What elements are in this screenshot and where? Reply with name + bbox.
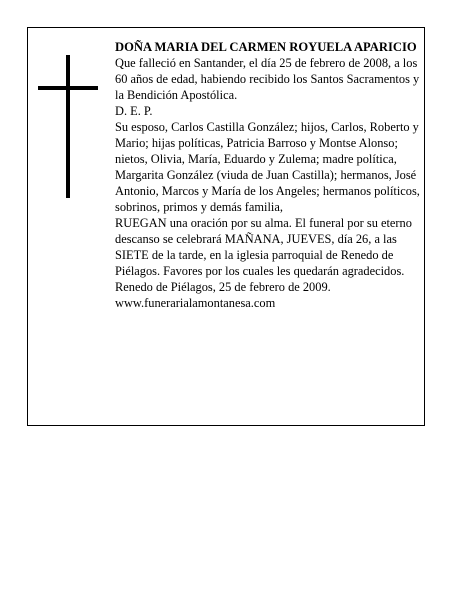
place-and-date: Renedo de Piélagos, 25 de febrero de 2009. [115,280,331,294]
death-details: Que falleció en Santander, el día 25 de febrero de 2008, a los 60 años de edad, habiendo recibido los Santos Sacramentos y la Bendición Apostólica. [115,56,420,102]
cross-vertical-bar [66,55,70,198]
family-list: Su esposo, Carlos Castilla González; hijos, Carlos, Roberto y Mario; hijas políticas, Patricia Barroso y Montse Alonso; nietos, Olivia, María, Eduardo y Zulema; madre política, Margarita González (viuda de Juan Castilla); hermanos, José Antonio, Marcos y María de los Angeles; hermanos políticos, sobrinos, primos y demás familia, [115,120,420,214]
funeral-home-website: www.funerarialamontanesa.com [115,296,276,310]
deceased-name: DOÑA MARIA DEL CARMEN ROYUELA APARICIO [115,40,417,54]
funeral-details: RUEGAN una oración por su alma. El funeral por su eterno descanso se celebrará MAÑANA, JUEVES, día 26, a las SIETE de la tarde, en la iglesia parroquial de Renedo de Piélagos. Favores por los cuales les quedarán agradecidos. [115,216,412,278]
obituary-notice [27,27,425,426]
rest-in-peace: D. E. P. [115,104,153,118]
notice-text [115,39,421,311]
cross-horizontal-bar [38,86,98,90]
cross-icon [38,55,98,198]
